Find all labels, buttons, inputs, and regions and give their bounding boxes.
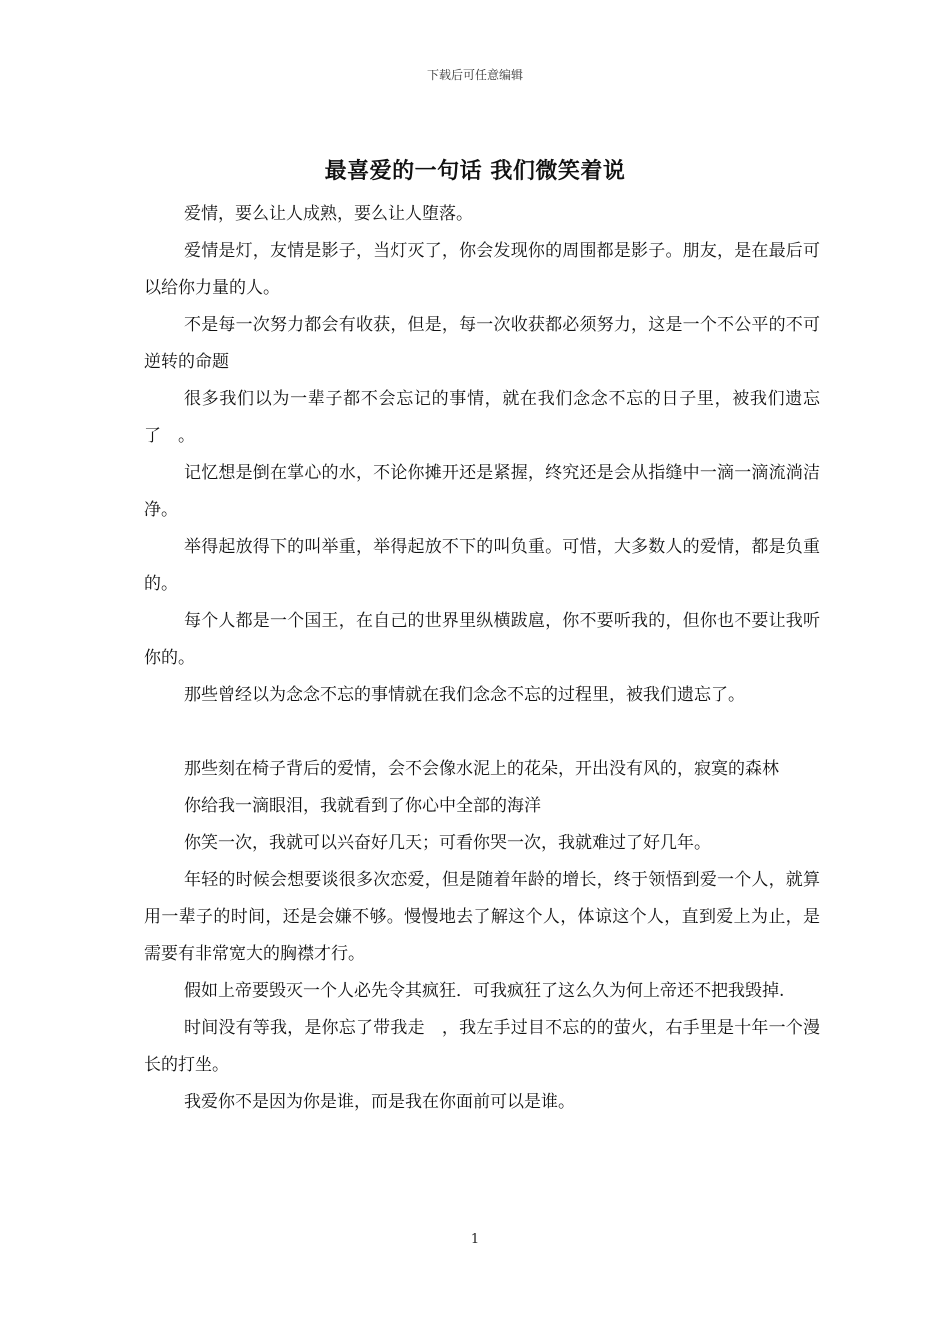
document-body: [144, 196, 820, 1121]
paragraph-4: 很多我们以为一辈子都不会忘记的事情，就在我们念念不忘的日子里，被我们遗忘了 。: [144, 389, 820, 446]
paragraph-12: 年轻的时候会想要谈很多次恋爱，但是随着年龄的增长，终于领悟到爱一个人，就算用一辈子的时间，还是会嫌不够。慢慢地去了解这个人，体谅这个人，直到爱上为止，是需要有非常宽大的胸襟才行。: [144, 870, 820, 964]
paragraph-7: 每个人都是一个国王，在自己的世界里纵横跋扈，你不要听我的，但你也不要让我听你的。: [144, 611, 820, 668]
paragraph-13: 假如上帝要毁灭一个人必先令其疯狂．可我疯狂了这么久为何上帝还不把我毁掉.: [184, 981, 785, 1001]
paragraph-3: 不是每一次努力都会有收获，但是，每一次收获都必须努力，这是一个不公平的不可逆转的命题: [144, 315, 820, 372]
paragraph-14: 时间没有等我，是你忘了带我走 ，我左手过目不忘的的萤火，右手里是十年一个漫长的打坐。: [144, 1018, 820, 1075]
blank-line: [144, 714, 820, 751]
paragraph-6: 举得起放得下的叫举重，举得起放不下的叫负重。可惜，大多数人的爱情，都是负重的。: [144, 537, 820, 594]
header-note: 下载后可任意编辑: [426, 68, 523, 82]
paragraph-11: 你笑一次，我就可以兴奋好几天；可看你哭一次，我就难过了好几年。: [184, 833, 711, 853]
paragraph-1: 爱情，要么让人成熟，要么让人堕落。: [184, 204, 473, 224]
paragraph-2: 爱情是灯，友情是影子，当灯灭了，你会发现你的周围都是影子。朋友，是在最后可以给你力量的人。: [144, 241, 820, 298]
paragraph-8: 那些曾经以为念念不忘的事情就在我们念念不忘的过程里，被我们遗忘了。: [184, 685, 745, 705]
paragraph-5: 记忆想是倒在掌心的水，不论你摊开还是紧握，终究还是会从指缝中一滴一滴流淌洁净。: [144, 463, 820, 520]
page-number: 1: [470, 1232, 480, 1247]
paragraph-15: 我爱你不是因为你是谁，而是我在你面前可以是谁。: [184, 1092, 575, 1112]
paragraph-10: 你给我一滴眼泪，我就看到了你心中全部的海洋: [184, 796, 541, 816]
document-title: 最喜爱的一句话 我们微笑着说: [324, 158, 626, 184]
paragraph-9: 那些刻在椅子背后的爱情，会不会像水泥上的花朵，开出没有风的，寂寞的森林: [184, 759, 779, 779]
